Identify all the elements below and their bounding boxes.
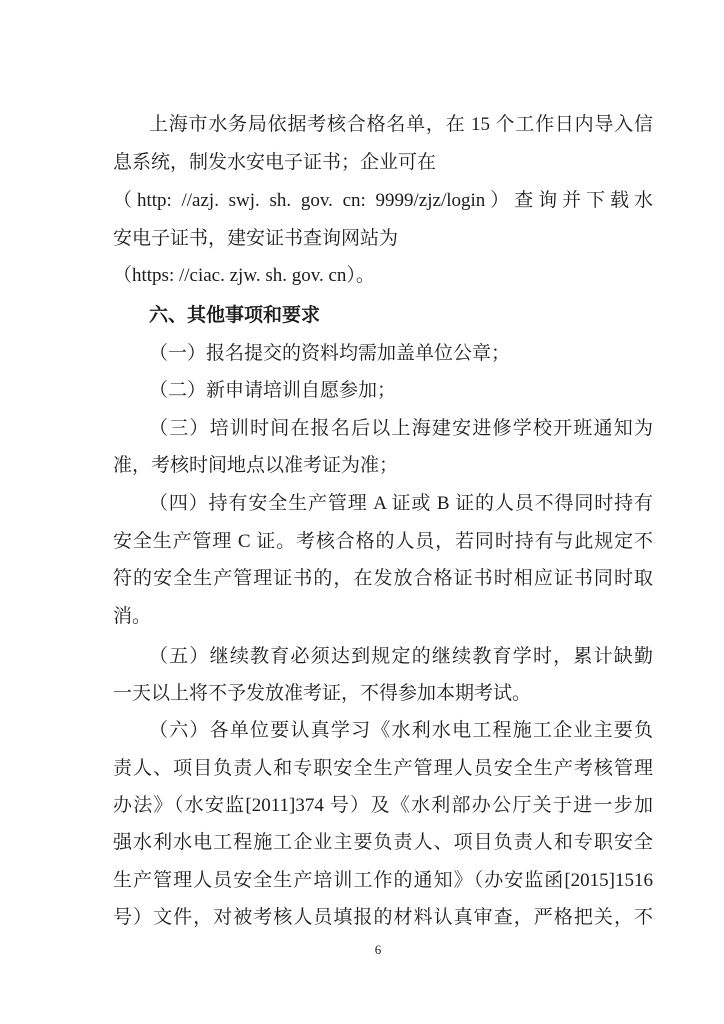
- text-line: （一）报名提交的资料均需加盖单位公章；: [149, 343, 511, 364]
- text-line: （三）培训时间在报名后以上海建安进修学校开班通知为: [149, 418, 653, 439]
- text-line: 安全生产管理 C 证。考核合格的人员，若同时持有与此规定不: [113, 531, 653, 552]
- text-line: 号）文件，对被考核人员填报的材料认真审查，严格把关，不: [113, 907, 653, 928]
- text-line: （五）继续教育必须达到规定的继续教育学时，累计缺勤: [149, 646, 653, 667]
- text-line: 生产管理人员安全生产培训工作的通知》（办安监函[2015]1516: [113, 870, 653, 891]
- text-line-url: （http: //azj. swj. sh. gov. cn: 9999/zjz/login）查询并下载水: [113, 190, 653, 211]
- text-line: 责人、项目负责人和专职安全生产管理人员安全生产考核管理: [113, 758, 653, 779]
- text-line: 准，考核时间地点以准考证为准；: [113, 455, 399, 476]
- text-line: 消。: [113, 606, 152, 627]
- text-line: （二）新申请培训自愿参加；: [149, 380, 397, 401]
- text-line: 强水利水电工程施工企业主要负责人、项目负责人和专职安全: [113, 832, 653, 853]
- page-number: 6: [374, 942, 382, 957]
- section-heading: 六、其他事项和要求: [149, 305, 321, 326]
- text-line: （四）持有安全生产管理 A 证或 B 证的人员不得同时持有: [149, 493, 653, 514]
- text-line: 息系统，制发水安电子证书；企业可在: [113, 152, 437, 173]
- text-line: 上海市水务局依据考核合格名单，在 15 个工作日内导入信: [149, 114, 653, 135]
- text-line: 一天以上将不予发放准考证，不得参加本期考试。: [113, 683, 532, 704]
- text-line: 办法》（水安监[2011]374 号）及《水利部办公厅关于进一步加: [113, 795, 653, 816]
- text-line: 符的安全生产管理证书的，在发放合格证书时相应证书同时取: [113, 568, 653, 589]
- text-line: （六）各单位要认真学习《水利水电工程施工企业主要负: [149, 720, 653, 741]
- text-line-url: （https: //ciac. zjw. sh. gov. cn）。: [113, 265, 375, 286]
- text-line: 安电子证书，建安证书查询网站为: [113, 228, 399, 249]
